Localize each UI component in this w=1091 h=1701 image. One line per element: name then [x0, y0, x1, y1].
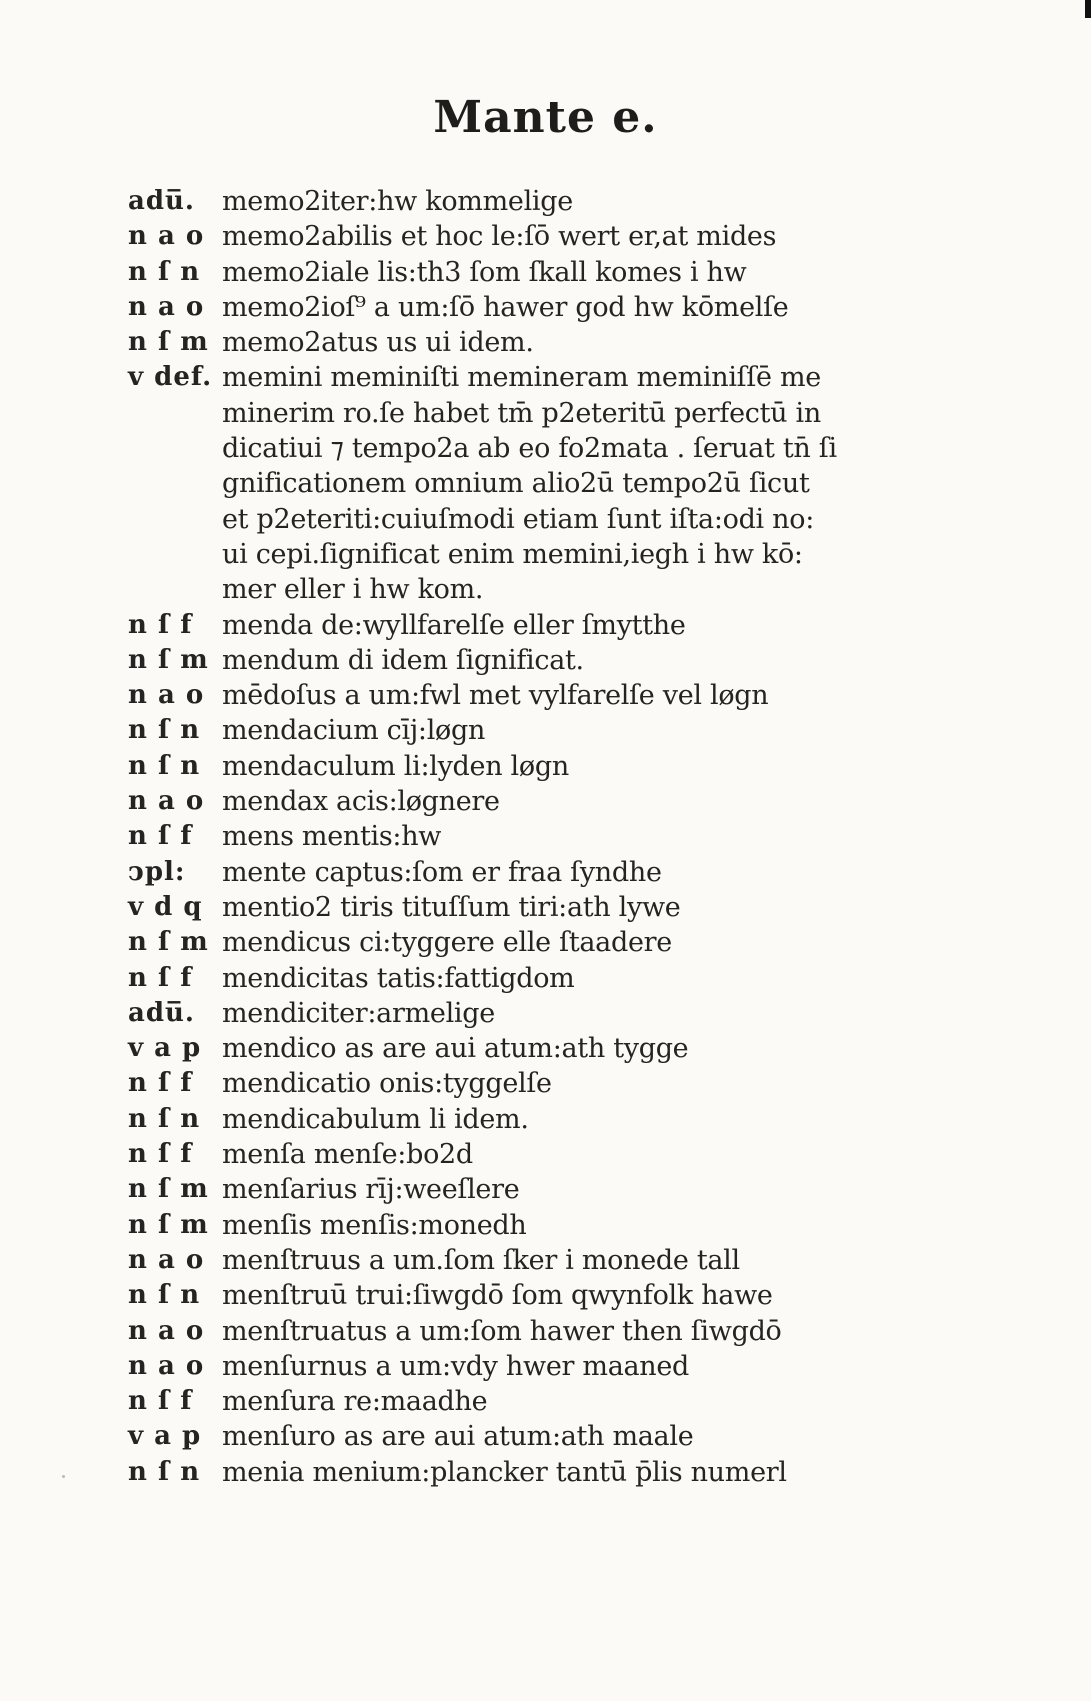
definition-line: ui cepi.ſignificat enim memini,iegh i hw kō: [222, 538, 803, 570]
grammar-abbreviation: n a o [128, 291, 205, 322]
entry-definition [222, 325, 928, 360]
definition-line: memo2abilis et hoc le:ſō wert er,at mides [222, 221, 777, 253]
dictionary-entry [128, 925, 928, 960]
definition-line: gnificationem omnium alio2ū tempo2ū ſicut [222, 468, 810, 500]
entry-definition [222, 1384, 928, 1419]
dictionary-entry [128, 996, 928, 1031]
definition-line: mendicatio onis:tyggelſe [222, 1068, 552, 1100]
dictionary-entry [128, 219, 928, 254]
dictionary-entry [128, 961, 928, 996]
definition-line: menia menium:plancker tantū p̄lis numerl [222, 1456, 787, 1488]
grammar-abbreviation: n a o [128, 1244, 205, 1275]
entry-definition [222, 855, 928, 890]
entry-definition [222, 290, 928, 325]
dictionary-entry [128, 713, 928, 748]
grammar-abbreviation: n ſ n [128, 715, 201, 746]
definition-line: mendax acis:løgnere [222, 786, 500, 818]
dictionary-entry [128, 1172, 928, 1207]
grammar-abbreviation: n ſ m [128, 1209, 209, 1240]
dictionary-entry [128, 184, 928, 219]
dictionary-entry [128, 1031, 928, 1066]
dictionary-entry [128, 678, 928, 713]
grammar-abbreviation: n ſ f [128, 1139, 193, 1170]
entry-definition [222, 1208, 928, 1243]
dictionary-entry [128, 1137, 928, 1172]
edge-mark [1085, 0, 1091, 18]
grammar-abbreviation: n ſ n [128, 1103, 201, 1134]
grammar-abbreviation: n ſ m [128, 1174, 209, 1205]
definition-line: mendicabulum li idem. [222, 1103, 529, 1135]
definition-line: et p2eteriti:cuiuſmodi etiam ſunt iſta:odi no: [222, 503, 815, 535]
grammar-abbreviation: ↄpl: [128, 856, 186, 887]
definition-line: menſurnus a um:vdy hwer maaned [222, 1350, 690, 1382]
dictionary-entry [128, 1419, 928, 1454]
dictionary-entry [128, 1349, 928, 1384]
definition-line: menſtruū trui:ſiwgdō ſom qwynfolk hawe [222, 1280, 773, 1312]
entry-definition [222, 890, 928, 925]
paper-speck [62, 1475, 65, 1478]
definition-line: memo2atus us ui idem. [222, 327, 534, 359]
entry-definition [222, 961, 928, 996]
dictionary-entry [128, 1208, 928, 1243]
grammar-abbreviation: n ſ n [128, 750, 201, 781]
grammar-abbreviation: n ſ n [128, 1280, 201, 1311]
entry-definition [222, 1137, 928, 1172]
entry-definition [222, 819, 928, 854]
grammar-abbreviation: n a o [128, 680, 205, 711]
entry-definition [222, 1243, 928, 1278]
grammar-abbreviation: n ſ n [128, 1456, 201, 1487]
definition-line: menſuro as are aui atum:ath maale [222, 1421, 694, 1453]
definition-line: menda de:wyllfarelſe eller ſmytthe [222, 609, 686, 641]
definition-line: memo2iter:hw kommelige [222, 186, 573, 217]
entry-definition [222, 184, 928, 219]
grammar-abbreviation: v a p [128, 1033, 202, 1064]
definition-line: menſtruatus a um:ſom hawer then ſiwgdō [222, 1315, 782, 1347]
entry-definition [222, 996, 928, 1031]
entry-definition [222, 1102, 928, 1137]
dictionary-entry [128, 360, 928, 607]
grammar-abbreviation: adu̅. [128, 997, 195, 1028]
definition-line: mendum di idem ſignificat. [222, 644, 584, 676]
definition-line: minerim ro.ſe habet tm̄ p2eteritū perfectū in [222, 397, 821, 429]
grammar-abbreviation: v def. [128, 362, 213, 393]
dictionary-entry [128, 1066, 928, 1101]
entry-definition [222, 219, 928, 254]
entry-definition [222, 784, 928, 819]
entry-definition [222, 1031, 928, 1066]
dictionary-entry [128, 255, 928, 290]
entry-definition [222, 713, 928, 748]
definition-line: menſa menſe:bo2d [222, 1139, 473, 1171]
page-heading: Mante e. [433, 92, 658, 143]
entry-definition [222, 678, 928, 713]
entry-definition [222, 255, 928, 290]
entry-definition [222, 608, 928, 643]
definition-line: mendacium cīj:løgn [222, 715, 486, 747]
grammar-abbreviation: adu̅. [128, 186, 195, 216]
dictionary-entry [128, 784, 928, 819]
definition-line: mendicitas tatis:fattigdom [222, 962, 575, 994]
grammar-abbreviation: v d q [128, 891, 203, 922]
definition-line: memo2ioſ⁹ a um:ſō hawer god hw kōmelſe [222, 291, 789, 323]
definition-line: mente captus:ſom er fraa ſyndhe [222, 856, 662, 888]
definition-line: mēdoſus a um:fwl met vylfarelſe vel løgn [222, 680, 769, 712]
dictionary-entry [128, 1102, 928, 1137]
definition-line: menſura re:maadhe [222, 1386, 488, 1418]
grammar-abbreviation: n a o [128, 221, 205, 252]
grammar-abbreviation: n a o [128, 1350, 205, 1381]
dictionary-entry [128, 855, 928, 890]
definition-line: mendaculum li:lyden løgn [222, 750, 569, 782]
grammar-abbreviation: n ſ m [128, 327, 209, 358]
dictionary-entry [128, 325, 928, 360]
entry-definition [222, 1419, 928, 1454]
dictionary-entry [128, 1243, 928, 1278]
grammar-abbreviation: n ſ f [128, 609, 193, 640]
dictionary-entry [128, 1314, 928, 1349]
dictionary-entry [128, 890, 928, 925]
grammar-abbreviation: n a o [128, 1315, 205, 1346]
definition-line: menſtruus a um.ſom ſker i monede tall [222, 1244, 740, 1276]
entry-definition [222, 360, 928, 607]
dictionary-entry [128, 819, 928, 854]
grammar-abbreviation: n ſ f [128, 1386, 193, 1417]
dictionary-entry [128, 1455, 928, 1490]
entry-definition [222, 643, 928, 678]
definition-line: memo2iale lis:th3 ſom ſkall komes i hw [222, 256, 747, 288]
grammar-abbreviation: n ſ f [128, 1068, 193, 1099]
definition-line: mendiciter:armelige [222, 997, 495, 1029]
dictionary-entry [128, 643, 928, 678]
grammar-abbreviation: n a o [128, 786, 205, 817]
dictionary-entries [128, 184, 928, 1490]
grammar-abbreviation: v a p [128, 1421, 202, 1452]
grammar-abbreviation: n ſ n [128, 256, 201, 287]
grammar-abbreviation: n ſ f [128, 962, 193, 993]
dictionary-entry [128, 1384, 928, 1419]
dictionary-entry [128, 749, 928, 784]
definition-line: mendicus ci:tyggere elle ſtaadere [222, 927, 672, 959]
grammar-abbreviation: n ſ m [128, 927, 209, 958]
grammar-abbreviation: n ſ m [128, 644, 209, 675]
entry-definition [222, 1172, 928, 1207]
entry-definition [222, 1455, 928, 1490]
entry-definition [222, 1066, 928, 1101]
dictionary-entry [128, 1278, 928, 1313]
entry-definition [222, 1314, 928, 1349]
entry-definition [222, 1278, 928, 1313]
grammar-abbreviation: n ſ f [128, 821, 193, 852]
definition-line: menſis menſis:monedh [222, 1209, 527, 1241]
dictionary-entry [128, 290, 928, 325]
definition-line: mer eller i hw kom. [222, 574, 484, 606]
definition-line: dicatiui ⁊ tempo2a ab eo fo2mata . ſeruat tn̄ ſi [222, 433, 837, 465]
entry-definition [222, 925, 928, 960]
definition-line: mens mentis:hw [222, 821, 442, 853]
definition-line: menſarius rīj:weeſlere [222, 1174, 520, 1206]
entry-definition [222, 1349, 928, 1384]
definition-line: mendico as are aui atum:ath tygge [222, 1033, 689, 1065]
definition-line: memini meminiſti memineram meminiſſē me [222, 362, 821, 394]
entry-definition [222, 749, 928, 784]
definition-line: mentio2 tiris tituſſum tiri:ath lywe [222, 891, 681, 923]
dictionary-entry [128, 608, 928, 643]
